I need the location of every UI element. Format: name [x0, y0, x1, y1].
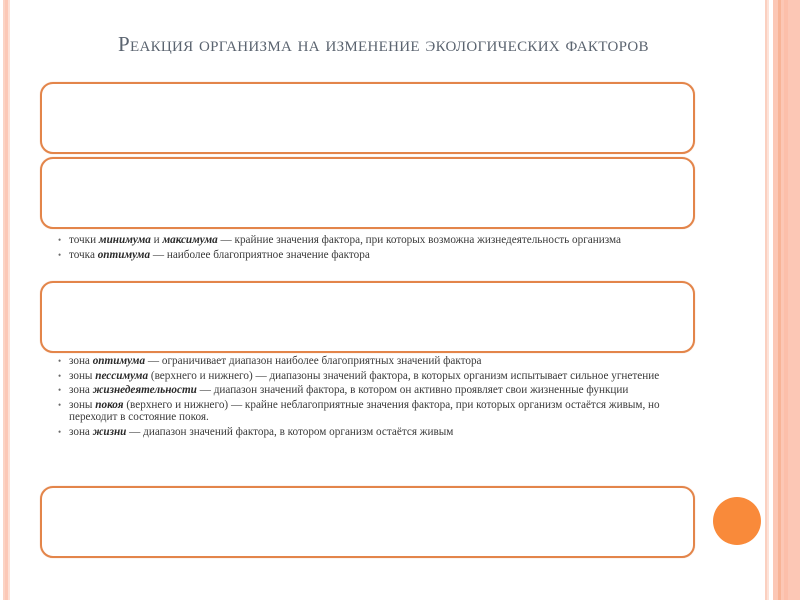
term: покоя	[95, 398, 124, 411]
list-item: • точка оптимума — наиболее благоприятное значение фактора	[58, 248, 370, 261]
term: оптимума	[97, 248, 151, 261]
term: максимума	[162, 234, 218, 246]
term: оптимума	[92, 355, 146, 367]
term: пессимума	[95, 369, 149, 382]
bullet-icon: •	[58, 426, 62, 437]
list-item: • точки минимума и максимума — крайние значения фактора, при которых возможна жизнедеятельность организма	[58, 234, 621, 246]
points-list	[57, 234, 697, 263]
diagram-box-1	[40, 82, 695, 154]
decorative-circle-icon	[713, 497, 761, 545]
diagram-box-4	[40, 486, 695, 558]
bullet-icon: •	[58, 385, 62, 395]
right-decorative-stripe	[778, 0, 781, 600]
bullet-icon: •	[58, 249, 62, 260]
list-item: • зона жизнедеятельности — диапазон значений фактора, в котором он активно проявляет свои жизненные функции	[58, 384, 629, 396]
zones-list	[57, 355, 697, 440]
bullet-icon: •	[58, 235, 62, 245]
list-item: • зона жизни — диапазон значений фактора, в котором организм остаётся живым	[58, 425, 454, 438]
right-decorative-stripe	[784, 0, 788, 600]
bullet-icon: •	[58, 399, 62, 410]
bullet-icon: •	[58, 356, 62, 366]
diagram-box-2	[40, 157, 695, 229]
slide-title: Реакция организма на изменение экологических факторов	[118, 32, 649, 56]
list-item: • зоны покоя (верхнего и нижнего) — крайне неблагоприятные значения фактора, при которых организм остаётся живым, но переходит в состояние покоя.	[58, 398, 660, 423]
right-decorative-stripe	[767, 0, 769, 600]
term: минимума	[98, 234, 151, 246]
list-item: • зона оптимума — ограничивает диапазон наиболее благоприятных значений фактора	[58, 355, 482, 367]
term: жизнедеятельности	[92, 384, 197, 396]
term: жизни	[92, 425, 127, 438]
left-decorative-stripe	[8, 0, 10, 600]
bullet-icon: •	[58, 370, 62, 381]
list-item: • зоны пессимума (верхнего и нижнего) — диапазоны значений фактора, в которых организм испытывает сильное угнетение	[58, 369, 660, 382]
diagram-box-3	[40, 281, 695, 353]
